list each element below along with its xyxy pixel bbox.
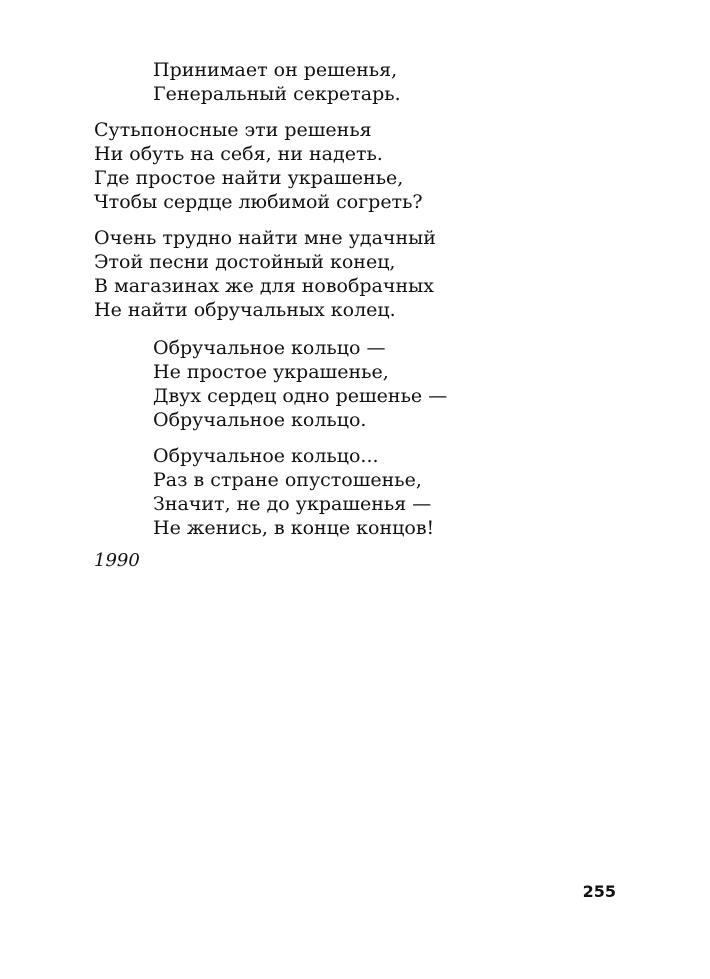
poem-line: Не женись, в конце концов! <box>153 517 435 539</box>
poem-line: Двух сердец одно решенье — <box>153 385 448 407</box>
stanza-2 <box>94 118 423 214</box>
poem-line: Принимает он решенья, <box>153 59 398 81</box>
poem-line: Обручальное кольцо... <box>153 445 379 467</box>
poem-line: Генеральный секретарь. <box>153 83 401 105</box>
stanza-4 <box>153 336 447 432</box>
stanza-5 <box>153 444 434 540</box>
poem-line: Сутьпоносные эти решенья <box>94 119 372 141</box>
poem-line: Обручальное кольцо. <box>153 409 367 431</box>
poem-line: Этой песни достойный конец, <box>94 251 396 273</box>
poem-line: В магазинах же для новобрачных <box>94 275 434 297</box>
stanza-3 <box>94 226 436 322</box>
poem-line: Не простое украшенье, <box>153 361 389 383</box>
poem-line: Ни обуть на себя, ни надеть. <box>94 143 383 165</box>
poem-line: Чтобы сердце любимой согреть? <box>94 191 423 213</box>
stanza-1 <box>153 58 401 106</box>
poem-line: Значит, не до украшенья — <box>153 493 432 515</box>
poem-line: Обручальное кольцо — <box>153 337 386 359</box>
poem-year: 1990 <box>94 550 140 571</box>
poem-line: Где простое найти украшенье, <box>94 167 404 189</box>
poem-line: Раз в стране опустошенье, <box>153 469 422 491</box>
page-number: 255 <box>582 882 616 901</box>
poem-line: Очень трудно найти мне удачный <box>94 227 436 249</box>
poem-line: Не найти обручальных колец. <box>94 299 396 321</box>
